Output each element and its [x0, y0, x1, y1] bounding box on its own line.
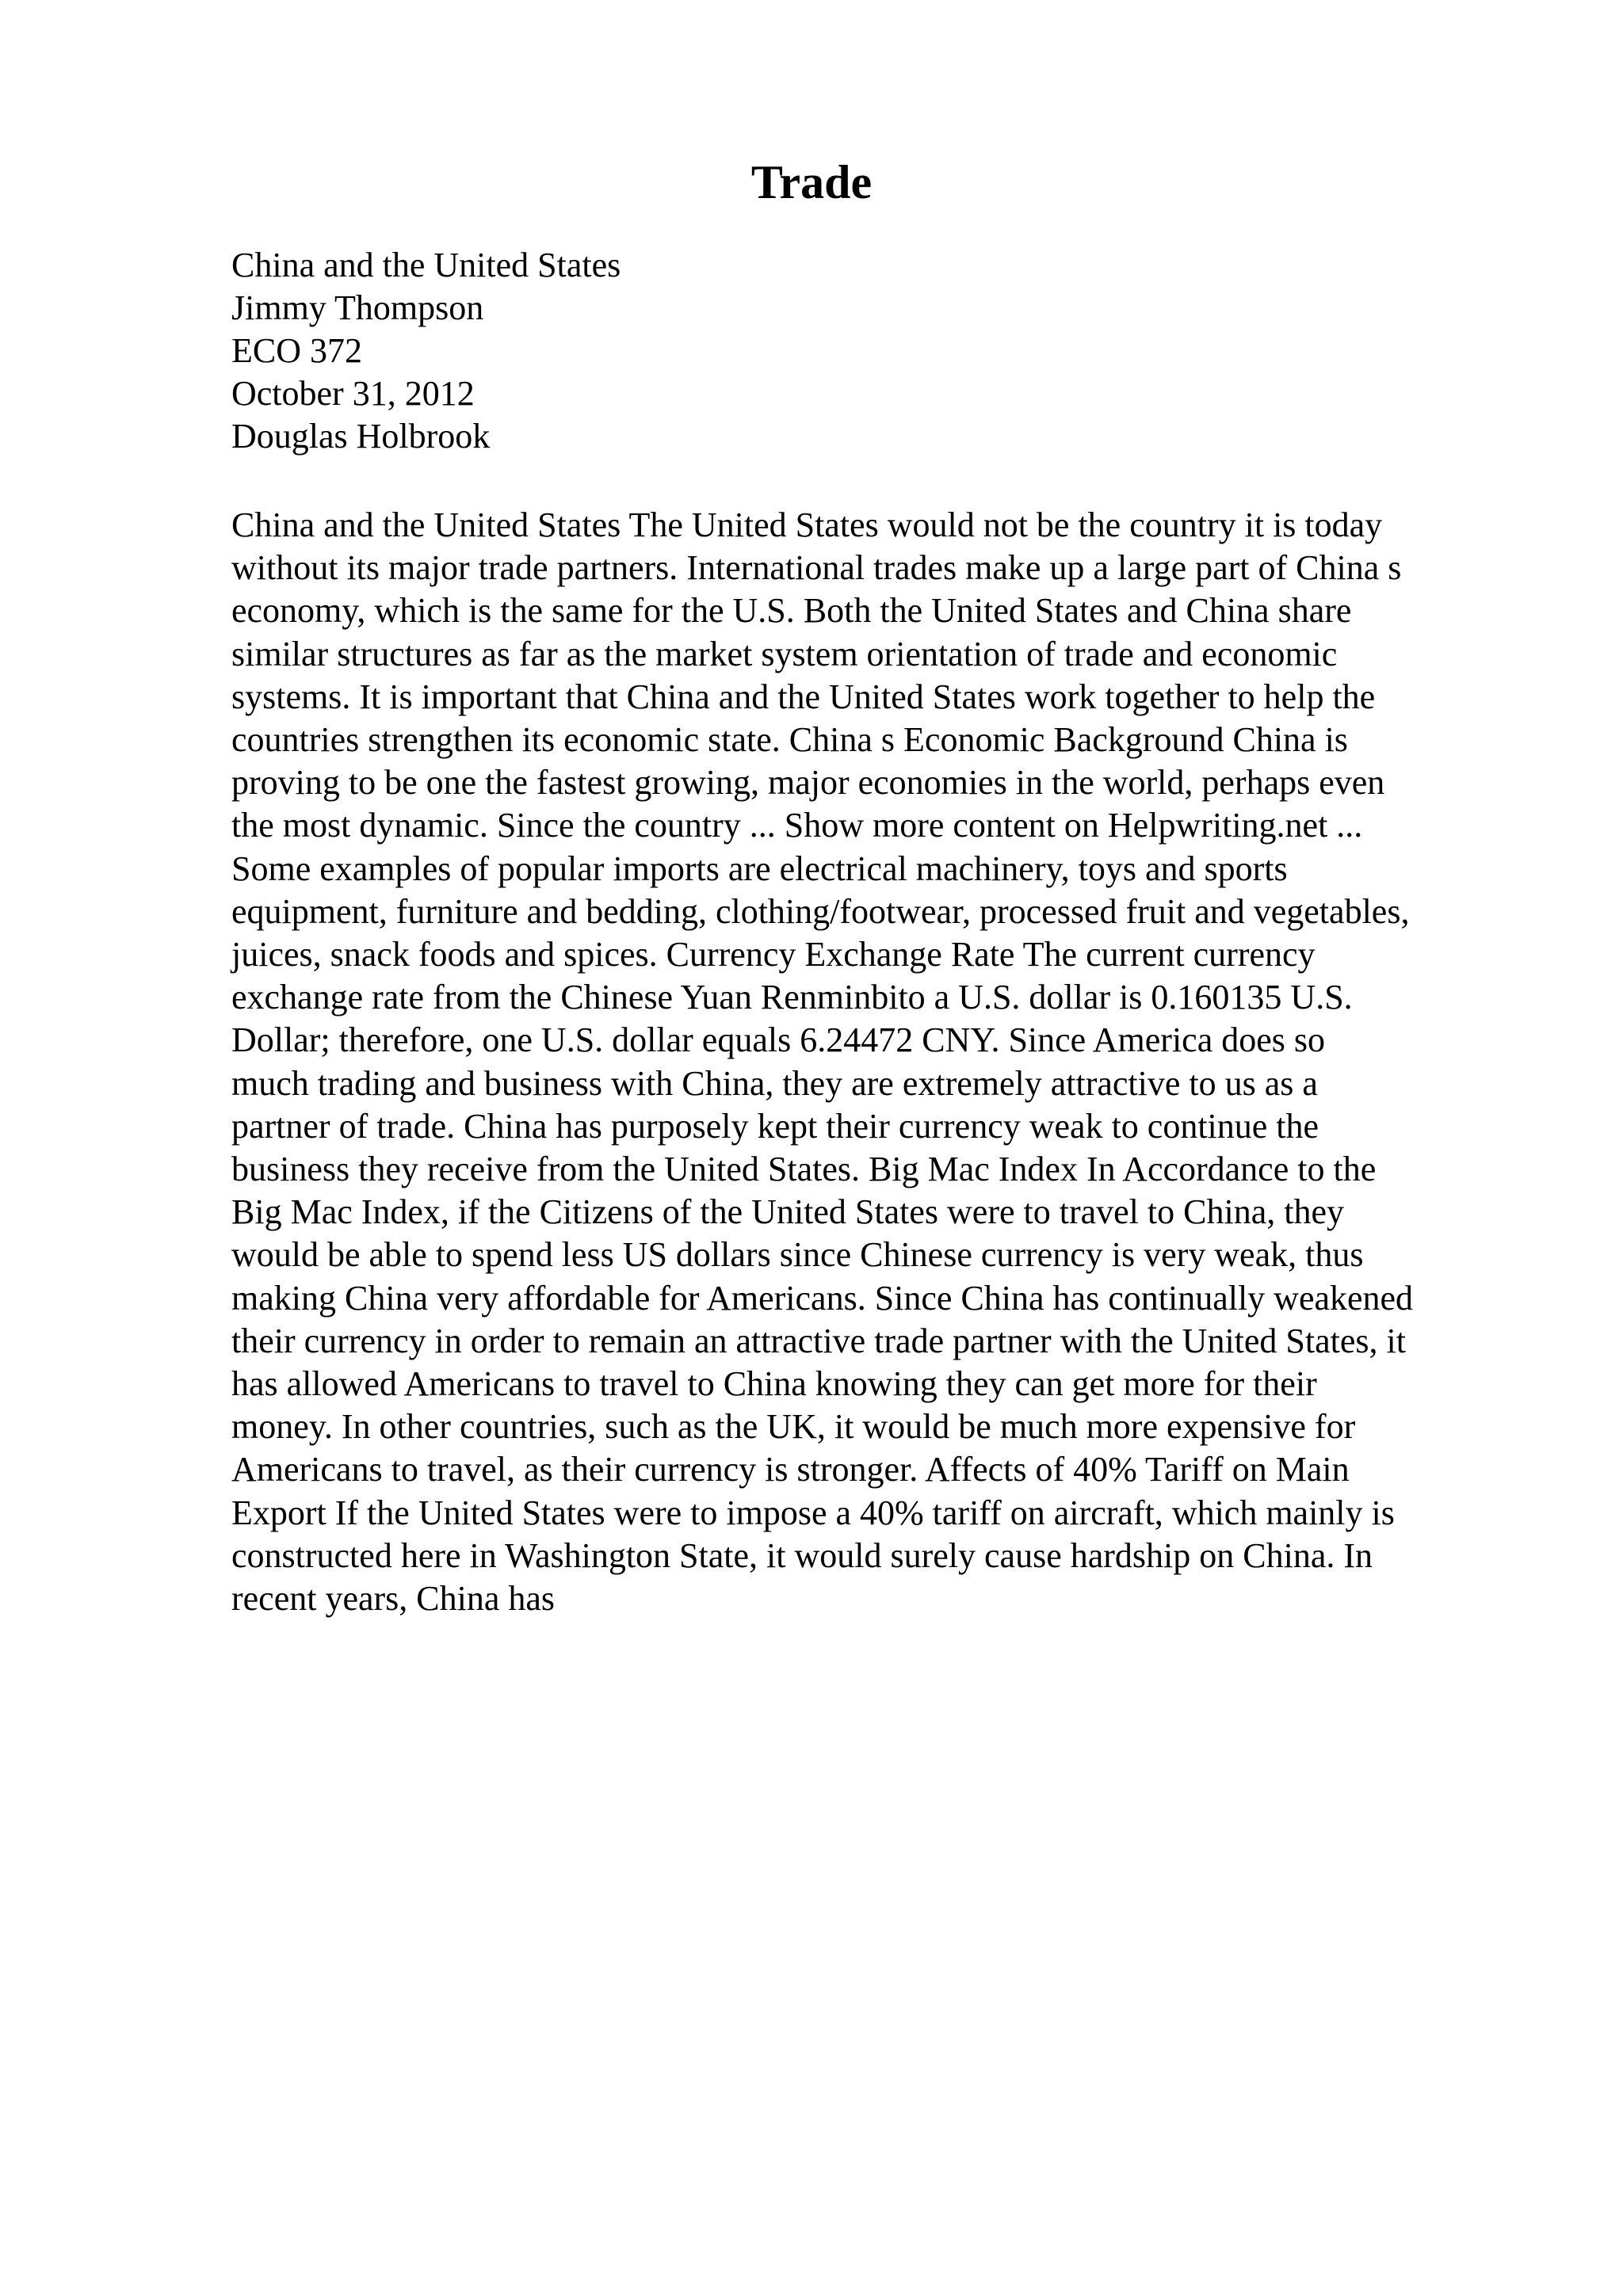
body-line: Export If the United States were to impose a 40% tariff on aircraft, which mainly is	[231, 1493, 1395, 1532]
header-line-date: October 31, 2012	[231, 374, 475, 413]
body-line: has allowed Americans to travel to China knowing they can get more for their	[231, 1364, 1317, 1404]
body-line: countries strengthen its economic state. China s Economic Background China is	[231, 720, 1348, 760]
body-line: much trading and business with China, they are extremely attractive to us as a	[231, 1063, 1318, 1103]
body-paragraph	[231, 504, 1499, 1620]
body-line: Some examples of popular imports are electrical machinery, toys and sports	[231, 849, 1288, 888]
header-block	[231, 244, 1499, 458]
header-line-author: Jimmy Thompson	[231, 288, 484, 327]
body-line: Dollar; therefore, one U.S. dollar equals 6.24472 CNY. Since America does so	[231, 1020, 1326, 1060]
body-line: money. In other countries, such as the UK, it would be much more expensive for	[231, 1407, 1356, 1447]
body-line: exchange rate from the Chinese Yuan Renminbito a U.S. dollar is 0.160135 U.S.	[231, 978, 1353, 1017]
body-line: business they receive from the United States. Big Mac Index In Accordance to the	[231, 1150, 1377, 1189]
header-line-course: ECO 372	[231, 331, 362, 370]
body-line: juices, snack foods and spices. Currency Exchange Rate The current currency	[231, 935, 1316, 974]
body-line: without its major trade partners. International trades make up a large part of China s	[231, 548, 1402, 588]
body-line: partner of trade. China has purposely kept their currency weak to continue the	[231, 1106, 1319, 1146]
body-line: their currency in order to remain an attractive trade partner with the United States, it	[231, 1321, 1406, 1360]
header-line-subject: China and the United States	[231, 246, 621, 284]
body-line: similar structures as far as the market system orientation of trade and economic	[231, 634, 1338, 673]
body-line: economy, which is the same for the U.S. Both the United States and China share	[231, 591, 1352, 631]
body-line: proving to be one the fastest growing, major economies in the world, perhaps even	[231, 763, 1385, 803]
body-line: recent years, China has	[231, 1579, 556, 1619]
body-line: would be able to spend less US dollars since Chinese currency is very weak, thus	[231, 1235, 1364, 1275]
page-title: Trade	[750, 156, 873, 208]
header-line-instructor: Douglas Holbrook	[231, 417, 491, 456]
body-line: making China very affordable for Americans. Since China has continually weakened	[231, 1278, 1414, 1318]
body-line: Americans to travel, as their currency is stronger. Affects of 40% Tariff on Main	[231, 1450, 1350, 1489]
body-line: China and the United States The United States would not be the country it is today	[231, 505, 1383, 544]
body-line: systems. It is important that China and the United States work together to help the	[231, 677, 1376, 716]
body-line: constructed here in Washington State, it would surely cause hardship on China. In	[231, 1535, 1373, 1575]
body-line: Big Mac Index, if the Citizens of the United States were to travel to China, they	[231, 1192, 1344, 1232]
body-line: equipment, furniture and bedding, clothing/footwear, processed fruit and vegetables,	[231, 891, 1410, 931]
body-line: the most dynamic. Since the country ... Show more content on Helpwriting.net ...	[231, 806, 1363, 845]
